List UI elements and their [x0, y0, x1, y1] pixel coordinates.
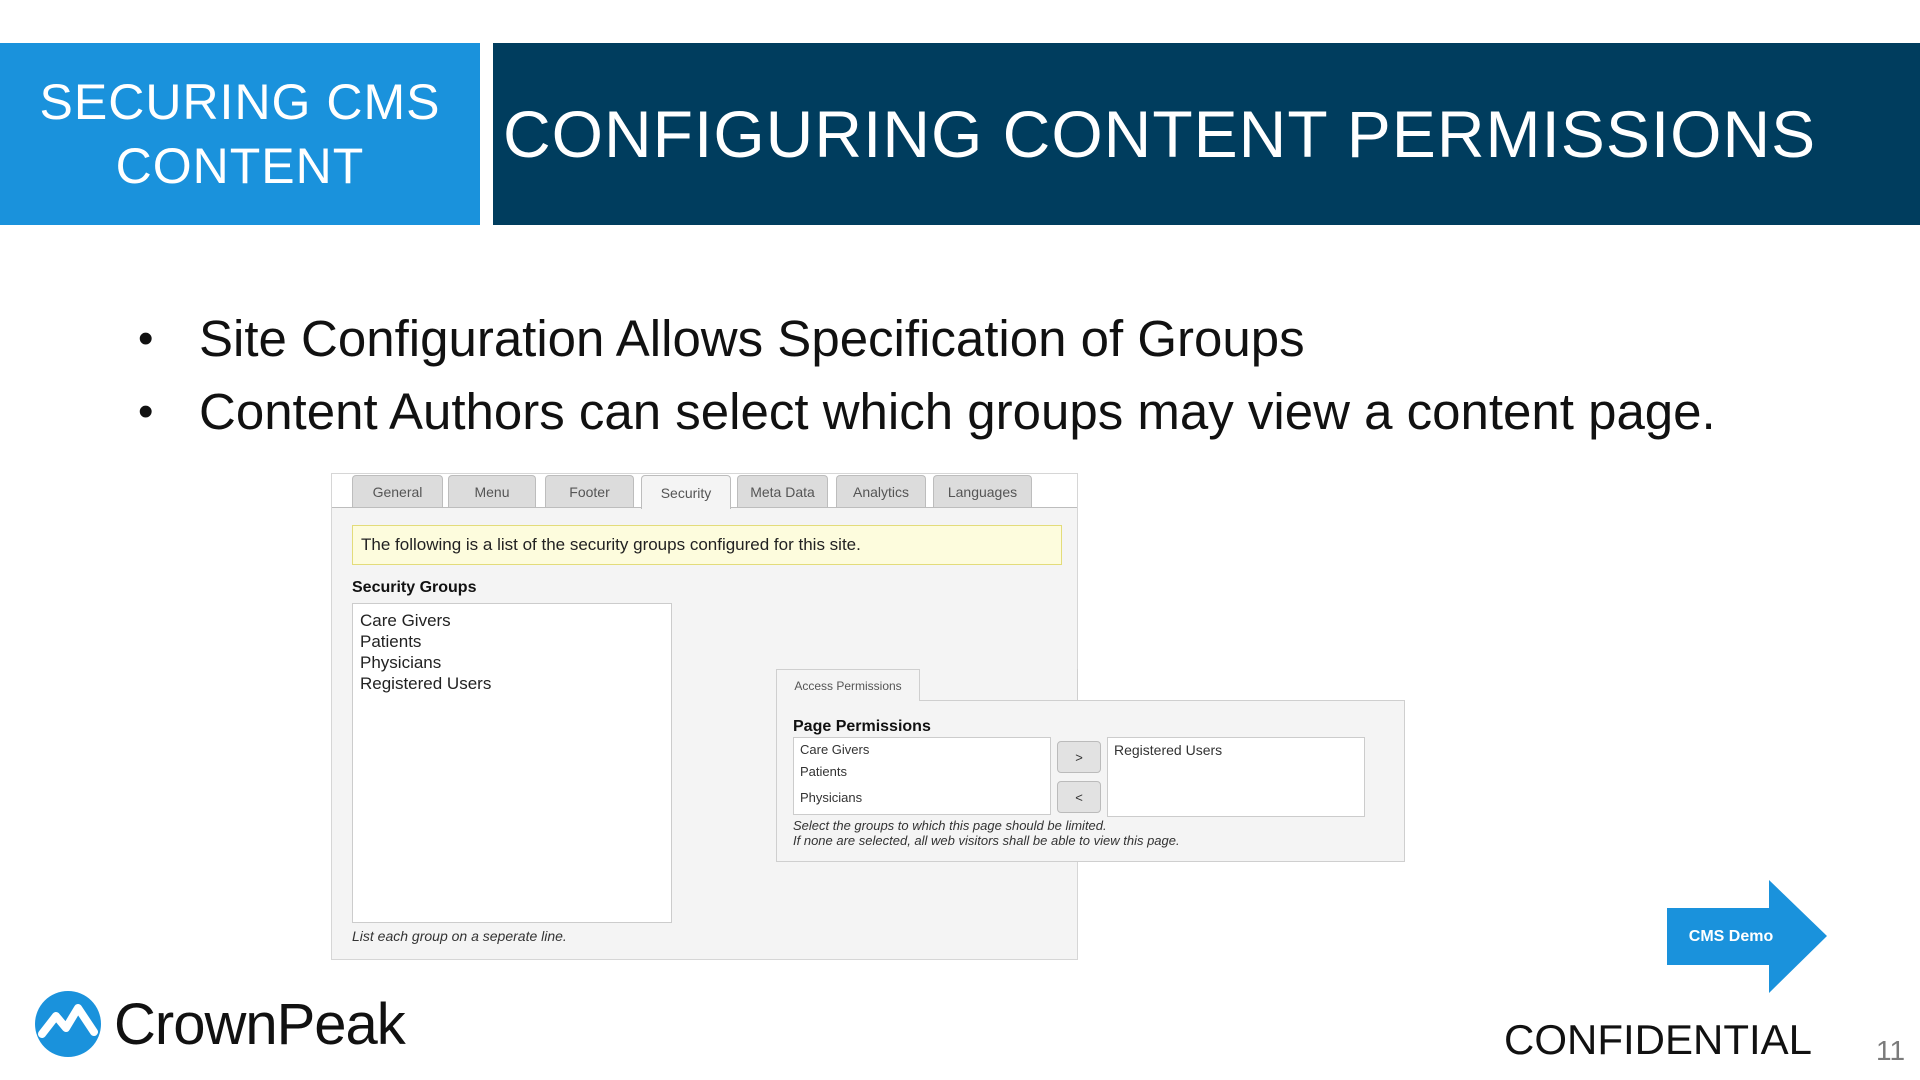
section-label-line1: SECURING CMS: [39, 74, 441, 130]
tab-security[interactable]: Security: [641, 475, 731, 509]
page-permissions-hint: [793, 818, 1180, 848]
security-notice: The following is a list of the security groups configured for this site.: [352, 525, 1062, 565]
tab-footer[interactable]: Footer: [545, 475, 634, 508]
section-label: [0, 43, 480, 225]
access-permissions-panel: [776, 700, 1405, 862]
slide-title: CONFIGURING CONTENT PERMISSIONS: [493, 43, 1920, 225]
group-line: Physicians: [360, 653, 442, 672]
bullet-item: • Content Authors can select which groups may view a content page.: [138, 375, 1716, 448]
config-tab-bar: [332, 474, 1077, 508]
security-groups-hint: List each group on a seperate line.: [352, 928, 567, 944]
tab-languages[interactable]: Languages: [933, 475, 1032, 508]
tab-analytics[interactable]: Analytics: [836, 475, 926, 508]
tab-meta-data[interactable]: Meta Data: [737, 475, 828, 508]
available-groups-list[interactable]: [793, 737, 1051, 815]
remove-group-button[interactable]: <: [1057, 781, 1101, 813]
section-label-line2: CONTENT: [115, 138, 365, 194]
security-groups-label: Security Groups: [352, 579, 477, 596]
hint-line: Select the groups to which this page should be limited.: [793, 818, 1107, 833]
brand-name: CrownPeak: [114, 991, 405, 1057]
cms-demo-label: CMS Demo: [1688, 927, 1774, 945]
selected-groups-list[interactable]: [1107, 737, 1365, 817]
page-permissions-label: Page Permissions: [793, 718, 931, 735]
panel-edge: [1077, 669, 1078, 701]
group-line: Registered Users: [360, 674, 492, 693]
add-group-button[interactable]: >: [1057, 741, 1101, 773]
list-item[interactable]: Care Givers: [800, 742, 870, 757]
tab-access-permissions[interactable]: Access Permissions: [776, 669, 920, 701]
group-line: Care Givers: [360, 611, 451, 630]
bullet-item: • Site Configuration Allows Specification of Groups: [138, 302, 1716, 375]
tab-general[interactable]: General: [352, 475, 443, 508]
hint-line: If none are selected, all web visitors shall be able to view this page.: [793, 833, 1180, 848]
access-permissions-screenshot: [776, 669, 1405, 862]
crownpeak-logo: [34, 990, 405, 1058]
cms-demo-button[interactable]: [1667, 880, 1827, 993]
list-item[interactable]: Registered Users: [1114, 742, 1223, 758]
page-number: 11: [1876, 1035, 1906, 1066]
bullet-list: [138, 302, 1716, 448]
list-item[interactable]: Patients: [800, 764, 847, 779]
crownpeak-mountain-icon: [34, 990, 102, 1058]
list-item[interactable]: Physicians: [800, 790, 863, 805]
security-groups-textarea[interactable]: [352, 603, 672, 923]
tab-menu[interactable]: Menu: [448, 475, 536, 508]
group-line: Patients: [360, 632, 422, 651]
confidential-label: CONFIDENTIAL: [1504, 1016, 1813, 1063]
